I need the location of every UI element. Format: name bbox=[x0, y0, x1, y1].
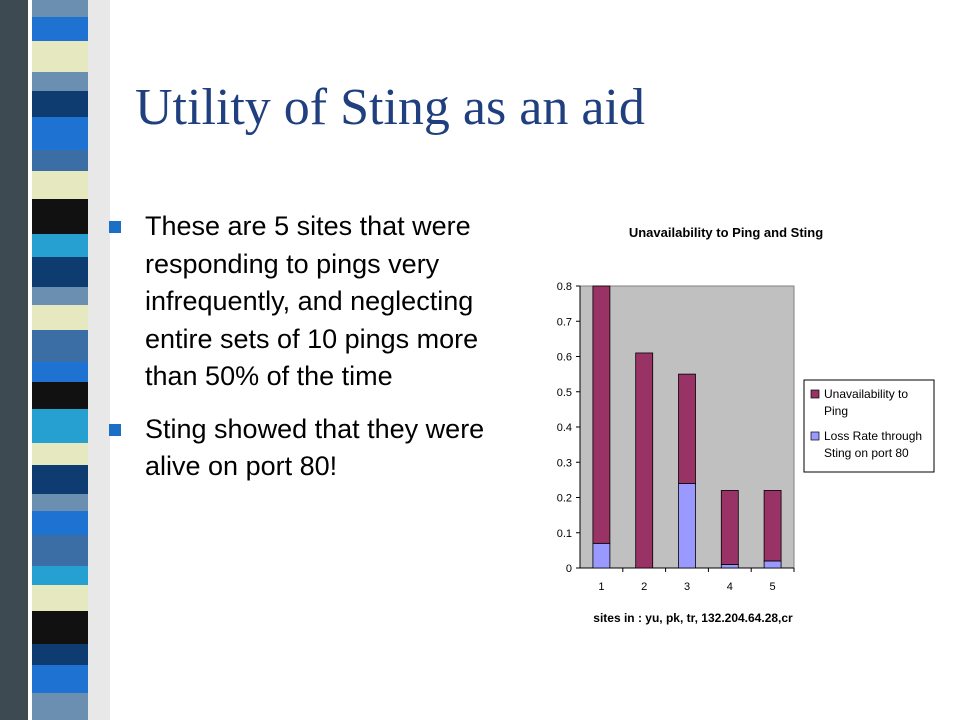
bar-segment bbox=[764, 490, 781, 561]
stripe-segment bbox=[32, 585, 88, 611]
y-tick-label: 0.5 bbox=[556, 386, 572, 399]
x-axis-label: sites in : yu, pk, tr, 132.204.64.28,cr bbox=[593, 611, 793, 625]
bar-segment bbox=[679, 483, 696, 568]
stacked-bar-chart bbox=[536, 200, 946, 630]
stripe-segment bbox=[32, 171, 88, 199]
stripe-band bbox=[0, 0, 28, 720]
stripe-segment bbox=[32, 362, 88, 382]
y-tick-label: 0.4 bbox=[556, 422, 572, 434]
y-tick-label: 0.1 bbox=[556, 527, 572, 540]
stripe-segment bbox=[32, 150, 88, 171]
y-tick-label: 0.2 bbox=[556, 492, 572, 505]
legend-swatch bbox=[811, 390, 819, 398]
slide-title: Utility of Sting as an aid bbox=[135, 79, 645, 136]
stripe-segment bbox=[32, 330, 88, 362]
legend-swatch bbox=[811, 432, 819, 440]
x-tick-label: 4 bbox=[726, 581, 733, 593]
y-tick-label: 0.3 bbox=[556, 457, 572, 470]
stripe-segment bbox=[32, 693, 88, 720]
bar-segment bbox=[679, 374, 696, 483]
bar-segment bbox=[593, 286, 610, 543]
stripe-segment bbox=[32, 0, 88, 17]
stripe-segment bbox=[32, 443, 88, 465]
bullet-list bbox=[107, 208, 527, 501]
decorative-side-stripe bbox=[0, 0, 110, 720]
y-tick-label: 0.8 bbox=[556, 281, 572, 293]
stripe-segment bbox=[32, 199, 88, 234]
y-tick-label: 0.7 bbox=[556, 316, 572, 329]
stripe-segment bbox=[32, 409, 88, 443]
stripe-segment bbox=[32, 287, 88, 305]
legend-label: Sting on port 80 bbox=[824, 446, 909, 460]
square-bullet-icon bbox=[109, 221, 121, 233]
stripe-segment bbox=[32, 41, 88, 72]
stripe-segment bbox=[32, 72, 88, 91]
legend-label: Ping bbox=[824, 404, 849, 418]
stripe-segment bbox=[32, 117, 88, 150]
x-tick-label: 3 bbox=[683, 581, 691, 593]
stripe-segment bbox=[32, 305, 88, 330]
chart-title: Unavailability to Ping and Sting bbox=[628, 225, 824, 240]
bar-segment bbox=[764, 561, 781, 568]
stripe-segment bbox=[32, 665, 88, 693]
stripe-segment bbox=[32, 382, 88, 409]
stripe-segment bbox=[32, 465, 88, 494]
stripe-segment bbox=[32, 644, 88, 665]
stripe-segment bbox=[32, 257, 88, 287]
x-tick-label: 1 bbox=[598, 581, 605, 593]
stripe-segment bbox=[32, 566, 88, 585]
bullet-text: Sting showed that they were alive on port 80! bbox=[145, 413, 485, 481]
stripe-segment bbox=[32, 511, 88, 535]
x-tick-label: 5 bbox=[769, 581, 776, 593]
bar-segment bbox=[721, 564, 738, 568]
legend-label: Loss Rate through bbox=[824, 429, 923, 443]
bar-segment bbox=[636, 353, 653, 568]
bullet-item bbox=[107, 208, 527, 396]
stripe-segment bbox=[32, 535, 88, 566]
y-tick-label: 0 bbox=[565, 563, 572, 575]
bullet-item bbox=[107, 411, 527, 486]
square-bullet-icon bbox=[109, 424, 121, 436]
stripe-segment bbox=[32, 17, 88, 41]
x-tick-label: 2 bbox=[641, 581, 648, 593]
y-tick-label: 0.6 bbox=[556, 351, 572, 364]
legend-label: Unavailability to bbox=[824, 387, 909, 401]
bar-segment bbox=[721, 490, 738, 564]
stripe-segment bbox=[32, 494, 88, 511]
bar-segment bbox=[593, 543, 610, 568]
stripe-segment bbox=[32, 234, 88, 257]
stripe-segment bbox=[32, 611, 88, 644]
bullet-text: These are 5 sites that were responding to pings very infrequently, and neglecting entire sets of 10 pings more than 50% of the time bbox=[145, 211, 479, 391]
stripe-segment bbox=[32, 91, 88, 117]
